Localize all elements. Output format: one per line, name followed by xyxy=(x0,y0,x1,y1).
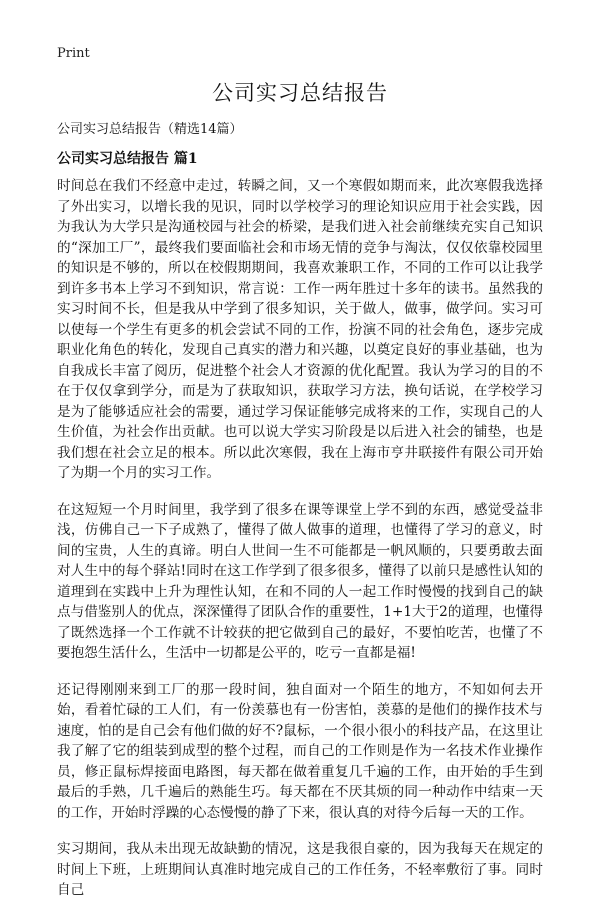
section-heading: 公司实习总结报告 篇1 xyxy=(57,151,198,167)
paragraph-2: 在这短短一个月时间里，我学到了很多在课等课堂上学不到的东西，感觉受益非浅，仿佛自己一下子成熟了，懂得了做人做事的道理，也懂得了学习的意义，时间的宝贵，人生的真谛。明白人世间一生不可能都是一帆风顺的，只要勇敢去面对人生中的每个驿站!同时在这工作学到了很多很多，懂得了以前只是感性认知的道理到在实践中上升为理性认知，在和不同的人一起工作时慢慢的找到自己的缺点与借鉴别人的优点，深深懂得了团队合作的重要性，1+1大于2的道理，也懂得了既然选择一个工作就不计较获的把它做到自己的最好，不要怕吃苦，也懂了不要抱怨生活什么，生活中一切都是公平的，吃亏一直都是福! xyxy=(57,501,543,661)
document-body xyxy=(57,176,543,917)
document-subtitle: 公司实习总结报告（精选14篇） xyxy=(57,122,243,137)
paragraph-3: 还记得刚刚来到工厂的那一段时间，独自面对一个陌生的地方，不知如何去开始，看着忙碌的工人们，有一份羡慕也有一份害怕，羡慕的是他们的操作技术与速度，怕的是自己会有他们做的好不?鼠标，一个很小很小的科技产品，在这里让我了解了它的组装到成型的整个过程，而自己的工作则是作为一名技术作业操作员，修正鼠标焊接面电路图，每天都在做着重复几千遍的工作，由开始的手生到最后的手熟，几千遍后的熟能生巧。每天都在不厌其烦的同一种动作中结束一天的工作，开始时浮躁的心态慢慢的静了下来，很认真的对待今后每一天的工作。 xyxy=(57,681,543,821)
paragraph-4: 实习期间，我从未出现无故缺勤的情况，这是我很自豪的，因为我每天在规定的时间上下班，上班期间认真准时地完成自己的工作任务，不轻率敷衍了事。同时自己 xyxy=(57,841,543,898)
document-title: 公司实习总结报告 xyxy=(212,81,388,105)
print-link[interactable]: Print xyxy=(57,46,90,61)
paragraph-1: 时间总在我们不经意中走过，转瞬之间，又一个寒假如期而来，此次寒假我选择了外出实习，以增长我的见识，同时以学校学习的理论知识应用于社会实践，因为我认为大学只是沟通校园与社会的桥梁，是我们进入社会前继续充实自己知识的“深加工厂”，最终我们要面临社会和市场无情的竞争与淘汰，仅仅依靠校园里的知识是不够的，所以在校假期期间，我喜欢兼职工作，不同的工作可以让我学到许多书本上学习不到知识，常言说：工作一两年胜过十多年的读书。虽然我的实习时间不长，但是我从中学到了很多知识，关于做人，做事，做学问。实习可以使每一个学生有更多的机会尝试不同的工作，扮演不同的社会角色，逐步完成职业化角色的转化，发现自己真实的潜力和兴趣，以奠定良好的事业基础，也为自我成长丰富了阅历，促进整个社会人才资源的优化配置。我认为学习的目的不在于仅仅拿到学分，而是为了获取知识，获取学习方法，换句话说，在学校学习是为了能够适应社会的需要，通过学习保证能够完成将来的工作，实现自己的人生价值，为社会作出贡献。也可以说大学实习阶段是以后进入社会的铺垫，也是我们想在社会立足的根本。所以此次寒假，我在上海市亨井联接件有限公司开始了为期一个月的实习工作。 xyxy=(57,178,543,481)
